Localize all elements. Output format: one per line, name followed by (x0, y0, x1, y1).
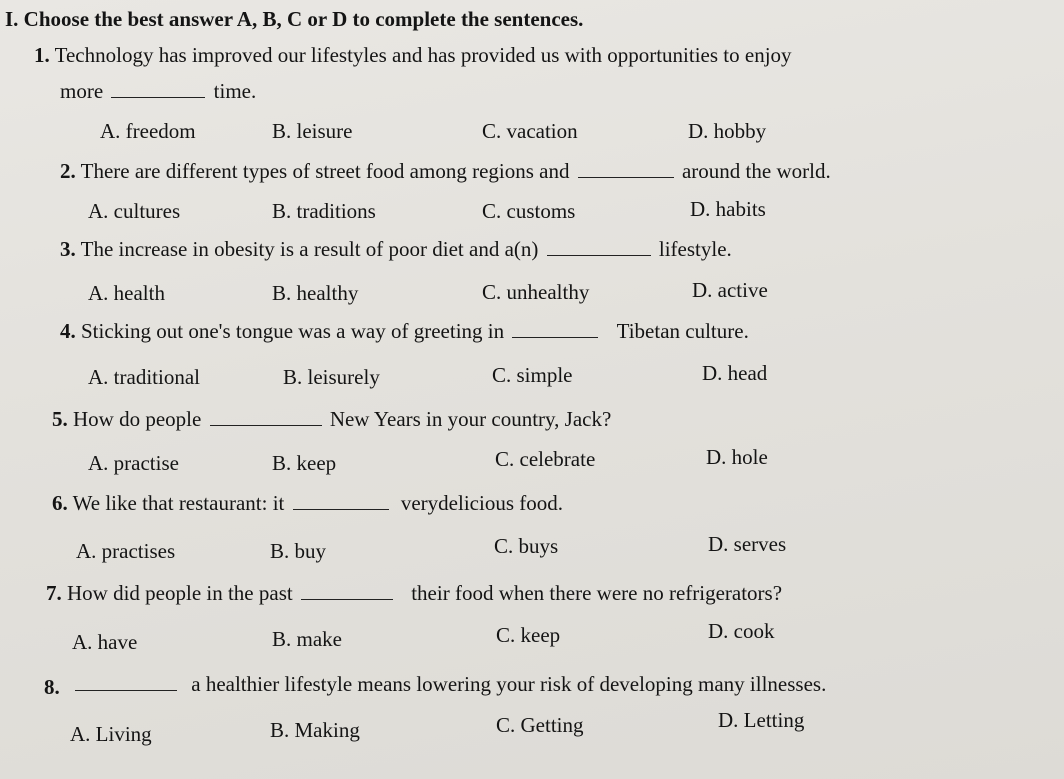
question-5-number: 5. (52, 407, 68, 431)
question-4-option-a[interactable]: A. traditional (88, 365, 200, 389)
question-8-option-a[interactable]: A. Living (70, 722, 152, 746)
question-8-line (72, 668, 826, 697)
question-2-option-a[interactable]: A. cultures (88, 199, 181, 223)
question-8-option-d[interactable]: D. Letting (718, 708, 805, 732)
question-1-text-before: more (60, 79, 104, 103)
question-4-option-c[interactable]: C. simple (492, 363, 573, 387)
question-1-option-d[interactable]: D. hobby (688, 119, 767, 143)
question-7-text-after: their food when there were no refrigerators? (411, 581, 783, 605)
question-5-text-after: New Years in your country, Jack? (329, 407, 612, 431)
question-3-option-c[interactable]: C. unhealthy (482, 280, 590, 304)
question-5-text-before: How do people (73, 407, 202, 431)
question-2-line (60, 158, 831, 184)
question-1-line-2 (60, 78, 256, 104)
question-3-option-b[interactable]: B. healthy (272, 281, 359, 305)
question-7-option-a[interactable]: A. have (72, 630, 138, 654)
question-1-text-after: time. (213, 79, 257, 103)
question-1-option-c[interactable]: C. vacation (482, 119, 578, 143)
question-4-blank[interactable] (512, 321, 598, 338)
question-1-line-1 (34, 42, 792, 68)
question-7-line (46, 580, 782, 606)
question-5-option-d[interactable]: D. hole (706, 445, 768, 469)
question-3-line (60, 236, 732, 262)
question-5-option-a[interactable]: A. practise (88, 451, 179, 475)
question-2-blank[interactable] (578, 161, 674, 178)
instruction-heading: I. Choose the best answer A, B, C or D to complete the sentences. (5, 7, 584, 31)
question-6-line (52, 490, 563, 516)
question-6-option-c[interactable]: C. buys (494, 534, 559, 558)
question-5-blank[interactable] (210, 409, 322, 426)
question-3-option-a[interactable]: A. health (88, 281, 165, 305)
question-3-text-before: The increase in obesity is a result of poor diet and a(n) (80, 237, 539, 261)
question-6-text-after: verydelicious food. (400, 491, 563, 515)
question-7-text-before: How did people in the past (67, 581, 293, 605)
question-2-text-before: There are different types of street food among regions and (80, 159, 570, 183)
question-2-text-after: around the world. (681, 159, 831, 183)
question-2-number: 2. (60, 159, 76, 183)
question-1-blank[interactable] (111, 81, 205, 98)
question-2-option-b[interactable]: B. traditions (272, 199, 376, 223)
question-4-line (60, 318, 749, 344)
question-7-number: 7. (46, 581, 62, 605)
question-6-blank[interactable] (293, 493, 389, 510)
question-7-option-c[interactable]: C. keep (496, 623, 561, 647)
question-4-text-before: Sticking out one's tongue was a way of greeting in (81, 319, 505, 343)
question-3-blank[interactable] (547, 239, 651, 256)
question-8-blank[interactable] (75, 668, 177, 691)
question-4-text-after: Tibetan culture. (616, 319, 749, 343)
question-1-option-a[interactable]: A. freedom (100, 119, 196, 143)
question-1-text-line-1: Technology has improved our lifestyles and has provided us with opportunities to enjoy (54, 43, 792, 67)
question-6-text-before: We like that restaurant: it (72, 491, 285, 515)
question-4-number: 4. (60, 319, 76, 343)
question-7-blank[interactable] (301, 583, 393, 600)
question-8-option-c[interactable]: C. Getting (496, 713, 584, 737)
question-3-option-d[interactable]: D. active (692, 278, 768, 302)
question-5-option-b[interactable]: B. keep (272, 451, 337, 475)
question-4-option-b[interactable]: B. leisurely (283, 365, 380, 389)
question-4-option-d[interactable]: D. head (702, 361, 768, 385)
question-6-option-b[interactable]: B. buy (270, 539, 327, 563)
question-3-text-after: lifestyle. (658, 237, 732, 261)
question-2-option-d[interactable]: D. habits (690, 197, 766, 221)
question-8-option-b[interactable]: B. Making (270, 718, 360, 742)
question-7-option-b[interactable]: B. make (272, 627, 342, 651)
question-8-text-after: a healthier lifestyle means lowering your risk of developing many illnesses. (191, 672, 827, 696)
question-6-number: 6. (52, 491, 68, 515)
question-3-number: 3. (60, 237, 76, 261)
question-8-number: 8. (44, 675, 60, 699)
question-1-number: 1. (34, 43, 50, 67)
question-5-line (52, 406, 611, 432)
question-6-option-d[interactable]: D. serves (708, 532, 787, 556)
question-6-option-a[interactable]: A. practises (76, 539, 176, 563)
question-1-option-b[interactable]: B. leisure (272, 119, 353, 143)
question-2-option-c[interactable]: C. customs (482, 199, 576, 223)
question-5-option-c[interactable]: C. celebrate (495, 447, 596, 471)
question-7-option-d[interactable]: D. cook (708, 619, 775, 643)
